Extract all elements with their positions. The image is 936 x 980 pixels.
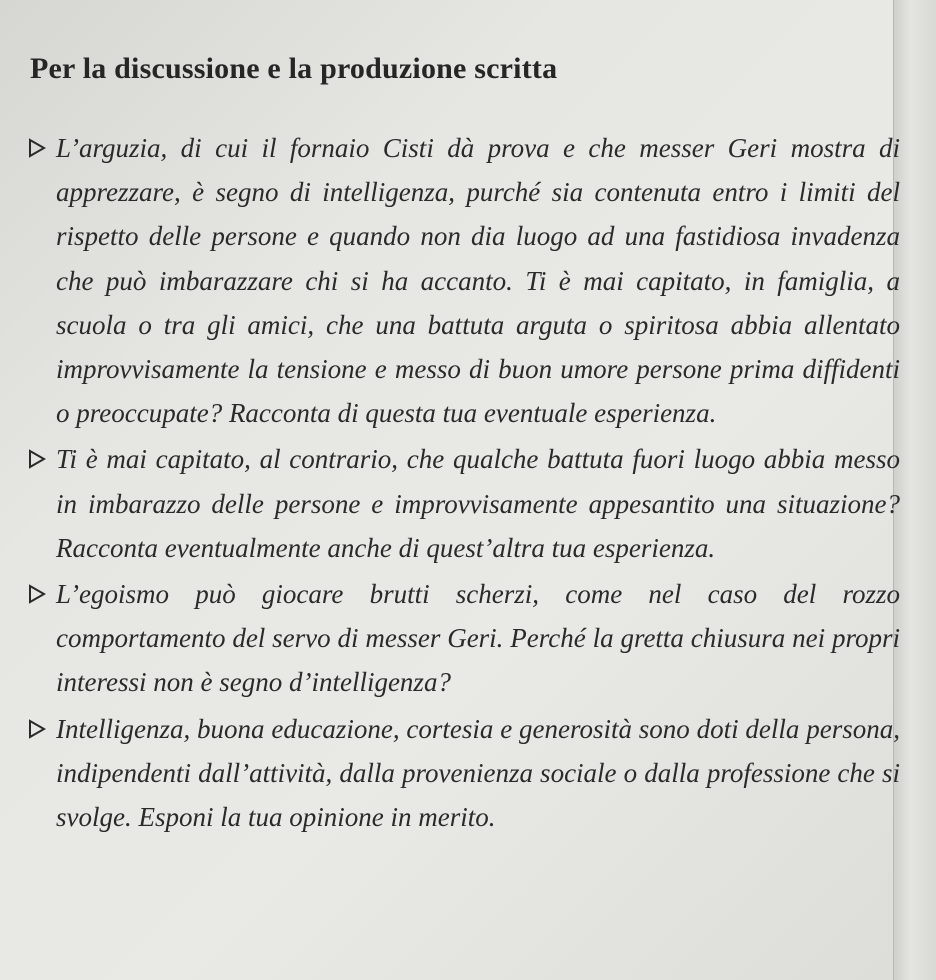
triangle-right-outline-icon (28, 707, 56, 751)
triangle-right-outline-icon (28, 126, 56, 170)
list-item (28, 126, 900, 435)
triangle-right-outline-icon (28, 572, 56, 616)
list-item-text: L’egoismo può giocare brutti scherzi, come nel caso del rozzo comportamento del servo di messer Geri. Perché la gretta chiusura nei propri interessi non è segno d’intelligenza? (56, 579, 900, 698)
section-heading: Per la discussione e la produzione scritta (30, 52, 558, 85)
list-item (28, 707, 900, 840)
list-item-text: L’arguzia, di cui il fornaio Cisti dà prova e che messer Geri mostra di apprezzare, è segno di intelligenza, purché sia contenuta entro i limiti del rispetto delle persone e quando non dia luogo ad una fastidiosa invadenza che può imbarazzare chi si ha accanto. Ti è mai capitato, in famiglia, a scuola o tra gli amici, che una battuta arguta o spiritosa abbia allentato improvvisamente la tensione e messo di buon umore persone prima diffidenti o preoccupate? Racconta di questa tua eventuale esperienza. (56, 133, 900, 429)
list-item-text: Ti è mai capitato, al contrario, che qualche battuta fuori luogo abbia messo in imbarazzo delle persone e improvvisamente appesantito una situazione? Racconta eventualmente anche di quest’altra tua esperienza. (56, 444, 900, 563)
exercise-list (28, 126, 900, 841)
list-item (28, 437, 900, 570)
list-item-text: Intelligenza, buona educazione, cortesia e generosità sono doti della persona, indipendenti dall’attività, dalla provenienza sociale o dalla professione che si svolge. Esponi la tua opinione in merito. (56, 713, 900, 833)
list-item (28, 572, 900, 705)
triangle-right-outline-icon (28, 437, 56, 481)
